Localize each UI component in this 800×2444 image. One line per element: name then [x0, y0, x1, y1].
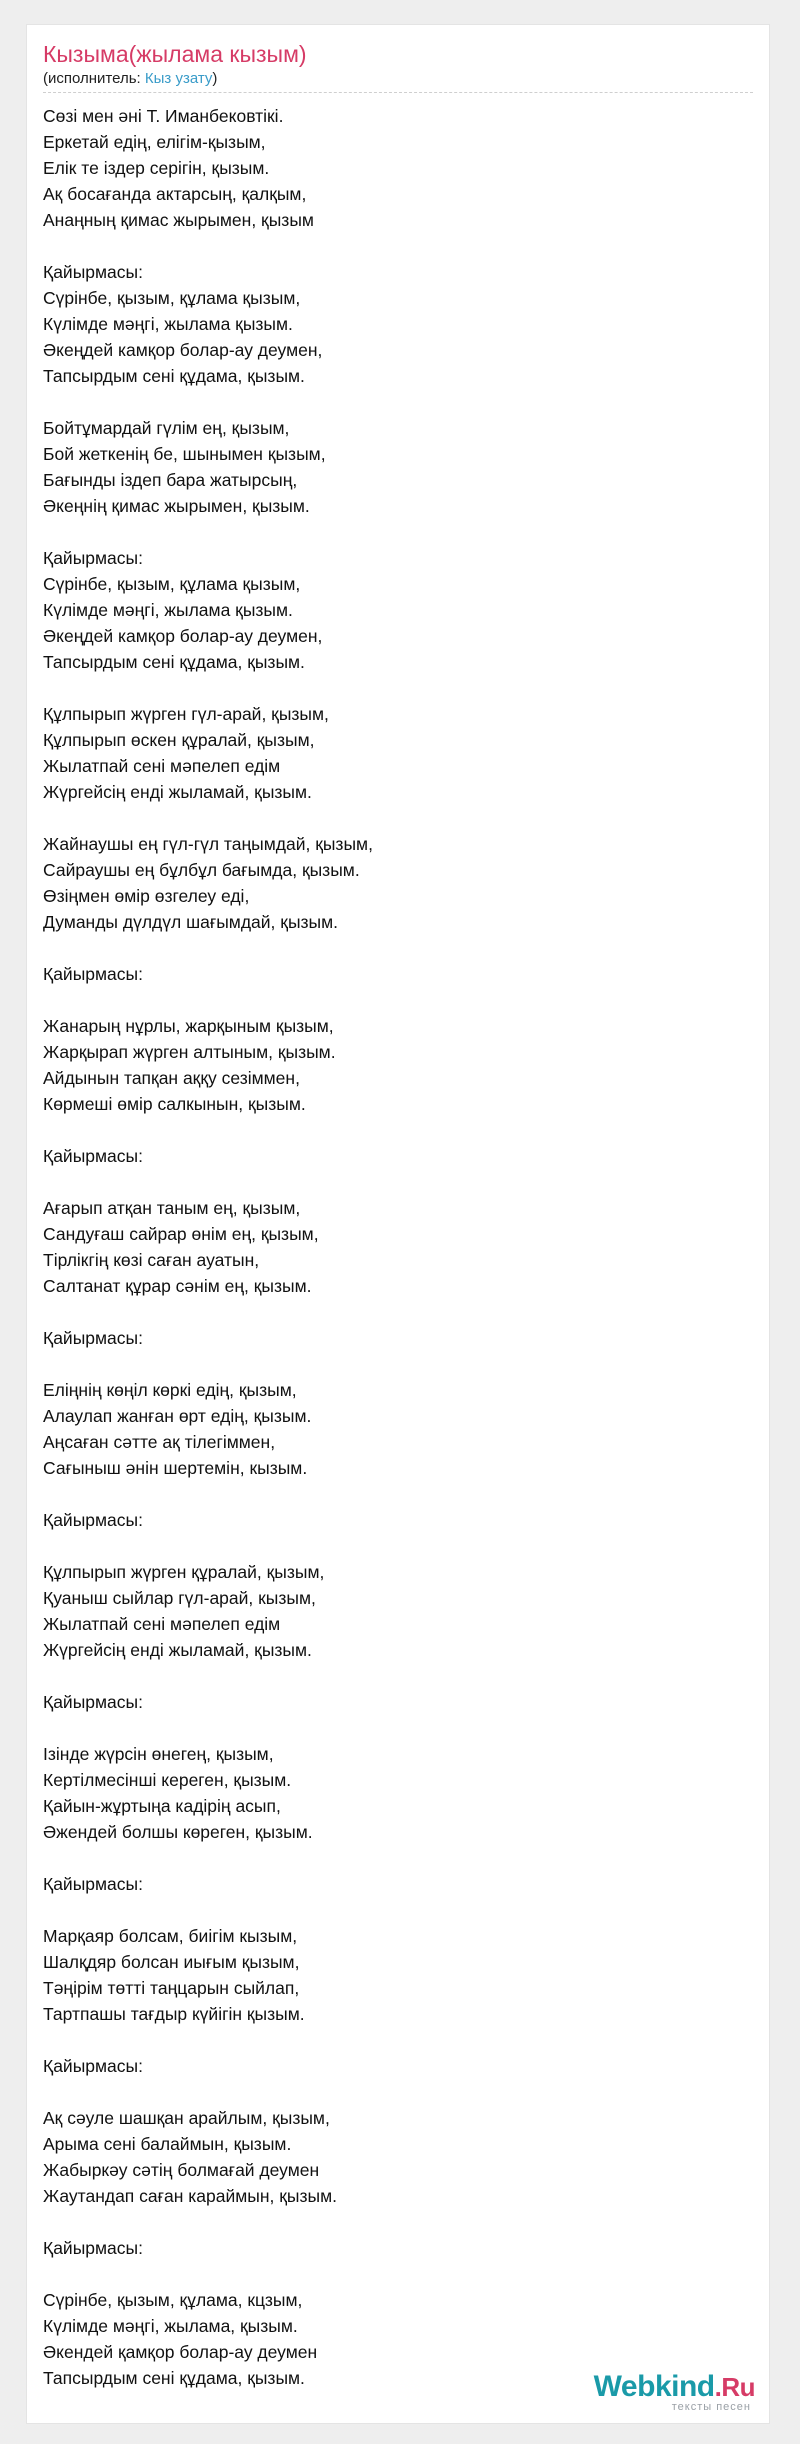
lyric-line: Қайырмасы:	[43, 2238, 143, 2258]
lyric-line: Әкендей қамқор болар-ау деумен	[43, 2342, 318, 2362]
lyrics-stanza	[43, 1143, 753, 1169]
lyric-line: Салтанат құрар сәнім ең, қызым.	[43, 1276, 312, 1296]
lyrics-stanza	[43, 415, 753, 519]
lyric-line: Бағынды іздеп бара жатырсың,	[43, 470, 298, 490]
lyric-line: Қайырмасы:	[43, 2056, 143, 2076]
lyric-line: Сүрінбе, қызым, құлама қызым,	[43, 574, 301, 594]
lyric-line: Қайырмасы:	[43, 1146, 143, 1166]
lyrics-stanza	[43, 1013, 753, 1117]
lyric-line: Құлпырып жүрген гүл-арай, қызым,	[43, 704, 329, 724]
site-logo[interactable]	[594, 2371, 755, 2413]
lyric-line: Арыма сені балаймын, қызым.	[43, 2134, 292, 2154]
lyric-line: Күлімде мәңгі, жылама, қызым.	[43, 2316, 298, 2336]
lyrics-stanza	[43, 545, 753, 675]
lyric-line: Құлпырып өскен құралай, қызым,	[43, 730, 315, 750]
lyric-line: Қайырмасы:	[43, 964, 143, 984]
lyric-line: Жанарың нұрлы, жарқыным қызым,	[43, 1016, 334, 1036]
lyric-line: Тапсырдым сені құдама, қызым.	[43, 366, 305, 386]
logo-subtitle: тексты песен	[671, 2401, 751, 2413]
lyric-line: Аңсаған сәтте ақ тілегіммен,	[43, 1432, 276, 1452]
lyrics-stanza	[43, 2235, 753, 2261]
lyric-line: Жайнаушы ең гүл-гүл таңымдай, қызым,	[43, 834, 373, 854]
lyrics-stanza	[43, 1325, 753, 1351]
lyrics-stanza	[43, 2053, 753, 2079]
lyric-line: Еліңнің көңіл көркі едің, қызым,	[43, 1380, 297, 1400]
lyric-line: Жабыркәу сәтің болмағай деумен	[43, 2160, 320, 2180]
lyric-line: Қуаныш сыйлар гүл-арай, кызым,	[43, 1588, 316, 1608]
lyrics-stanza	[43, 1871, 753, 1897]
lyrics-stanza	[43, 1507, 753, 1533]
lyric-line: Қайырмасы:	[43, 1874, 143, 1894]
lyric-line: Жылатпай сені мәпелеп едім	[43, 1614, 281, 1634]
lyric-line: Әкеңдей камқор болар-ау деумен,	[43, 340, 323, 360]
lyric-line: Құлпырып жүрген құралай, қызым,	[43, 1562, 325, 1582]
lyric-line: Жылатпай сені мәпелеп едім	[43, 756, 281, 776]
lyric-line: Сандуғаш сайрар өнім ең, қызым,	[43, 1224, 319, 1244]
lyrics-stanza	[43, 961, 753, 987]
title-divider	[43, 92, 753, 93]
lyric-line: Қайырмасы:	[43, 1692, 143, 1712]
lyric-line: Көрмеші өмір салкынын, қызым.	[43, 1094, 306, 1114]
artist-link[interactable]: Кыз узату	[144, 70, 213, 87]
lyrics-card	[26, 24, 770, 2424]
lyric-line: Еркетай едің, елігім-қызым,	[43, 132, 266, 152]
lyrics-stanza	[43, 103, 753, 233]
lyrics-stanza	[43, 1195, 753, 1299]
lyric-line: Қайырмасы:	[43, 1328, 143, 1348]
lyric-line: Кертілмесінші кереген, қызым.	[43, 1770, 292, 1790]
lyric-line: Қайын-жұртыңа кадірің асып,	[43, 1796, 281, 1816]
lyrics-stanza	[43, 701, 753, 805]
lyric-line: Сағыныш әнін шертемін, кызым.	[43, 1458, 308, 1478]
page-title: Кызыма(жылама кызым)	[43, 41, 307, 67]
lyrics-stanza	[43, 1559, 753, 1663]
lyric-line: Ақ босағанда актарсың, қалқым,	[43, 184, 307, 204]
lyric-line: Сөзі мен әні Т. Иманбековтікі.	[43, 106, 284, 126]
lyrics-text	[43, 103, 753, 2417]
lyric-line: Жарқырап жүрген алтыным, қызым.	[43, 1042, 336, 1062]
logo-tld: .Ru	[714, 2372, 755, 2402]
lyrics-stanza	[43, 1923, 753, 2027]
lyric-line: Әженде​й болшы көреген, қызым.	[43, 1822, 313, 1842]
lyric-line: Жүргейсің енді жыламай, қызым.	[43, 782, 312, 802]
lyric-line: Ағарып атқан таным ең, қызым,	[43, 1198, 301, 1218]
lyric-line: Ізінде жүрсін өнегең, қызым,	[43, 1744, 274, 1764]
lyric-line: Жүргейсің енді жыламай, қызым.	[43, 1640, 312, 1660]
lyric-line: Қайырмасы:	[43, 262, 143, 282]
lyrics-stanza	[43, 831, 753, 935]
lyric-line: Әкеңнің қимас жырымен, қызым.	[43, 496, 310, 516]
lyric-line: Әкеңдей камқор болар-ау деумен,	[43, 626, 323, 646]
lyric-line: Күлімде мәңгі, жылама қызым.	[43, 314, 293, 334]
lyric-line: Ақ сәуле шашқан арайлым, қызым,	[43, 2108, 330, 2128]
lyrics-stanza	[43, 1689, 753, 1715]
lyrics-stanza	[43, 1377, 753, 1481]
lyric-line: Қайырмасы:	[43, 548, 143, 568]
lyric-line: Бой жеткенің бе, шынымен қызым,	[43, 444, 326, 464]
lyric-line: Тапсырдым сені құдама, қызым.	[43, 652, 305, 672]
lyric-line: Жаутандап саған караймын, қызым.	[43, 2186, 338, 2206]
artist-line	[43, 70, 217, 88]
lyric-line: Қайырмасы:	[43, 1510, 143, 1530]
lyric-line: Сайраушы ең бұлбұл бағымда, қызым.	[43, 860, 360, 880]
lyric-line: Думанды дүлдүл шағымдай, қызым.	[43, 912, 339, 932]
lyric-line: Өзіңмен өмір өзгелеу еді,	[43, 886, 250, 906]
artist-prefix: (исполнитель:	[43, 70, 145, 87]
lyric-line: Тәңірім төтті таңцарын сыйлап,	[43, 1978, 300, 1998]
lyrics-stanza	[43, 259, 753, 389]
lyric-line: Анаңның қимас жырымен, қызым	[43, 210, 314, 230]
lyric-line: Сүрінбе, қызым, құлама, кцзым,	[43, 2290, 303, 2310]
lyrics-stanza	[43, 2105, 753, 2209]
logo-main-text: Webkind	[593, 2370, 715, 2403]
lyric-line: Айдынын тапқан аққу сезіммен,	[43, 1068, 300, 1088]
lyric-line: Марқаяр болсам, биігім кызым,	[43, 1926, 298, 1946]
lyric-line: Тірлікгің көзі саған ауатын,	[43, 1250, 260, 1270]
lyric-line: Тартпашы тағдыр күйігін қызым.	[43, 2004, 305, 2024]
lyric-line: Күлімде мәңгі, жылама қызым.	[43, 600, 293, 620]
lyrics-stanza	[43, 1741, 753, 1845]
lyric-line: Шалқдяр болсан иығым қызым,	[43, 1952, 300, 1972]
lyric-line: Сүрінбе, қызым, құлама қызым,	[43, 288, 301, 308]
lyric-line: Елік те іздер серігін, қызым.	[43, 158, 270, 178]
lyric-line: Бойтұмардай гүлім ең, қызым,	[43, 418, 290, 438]
logo-wordmark	[594, 2371, 755, 2403]
artist-suffix: )	[212, 70, 218, 87]
lyric-line: Алаулап жанған өрт едің, қызым.	[43, 1406, 312, 1426]
lyric-line: Тапсырдым сені құдама, қызым.	[43, 2368, 305, 2388]
